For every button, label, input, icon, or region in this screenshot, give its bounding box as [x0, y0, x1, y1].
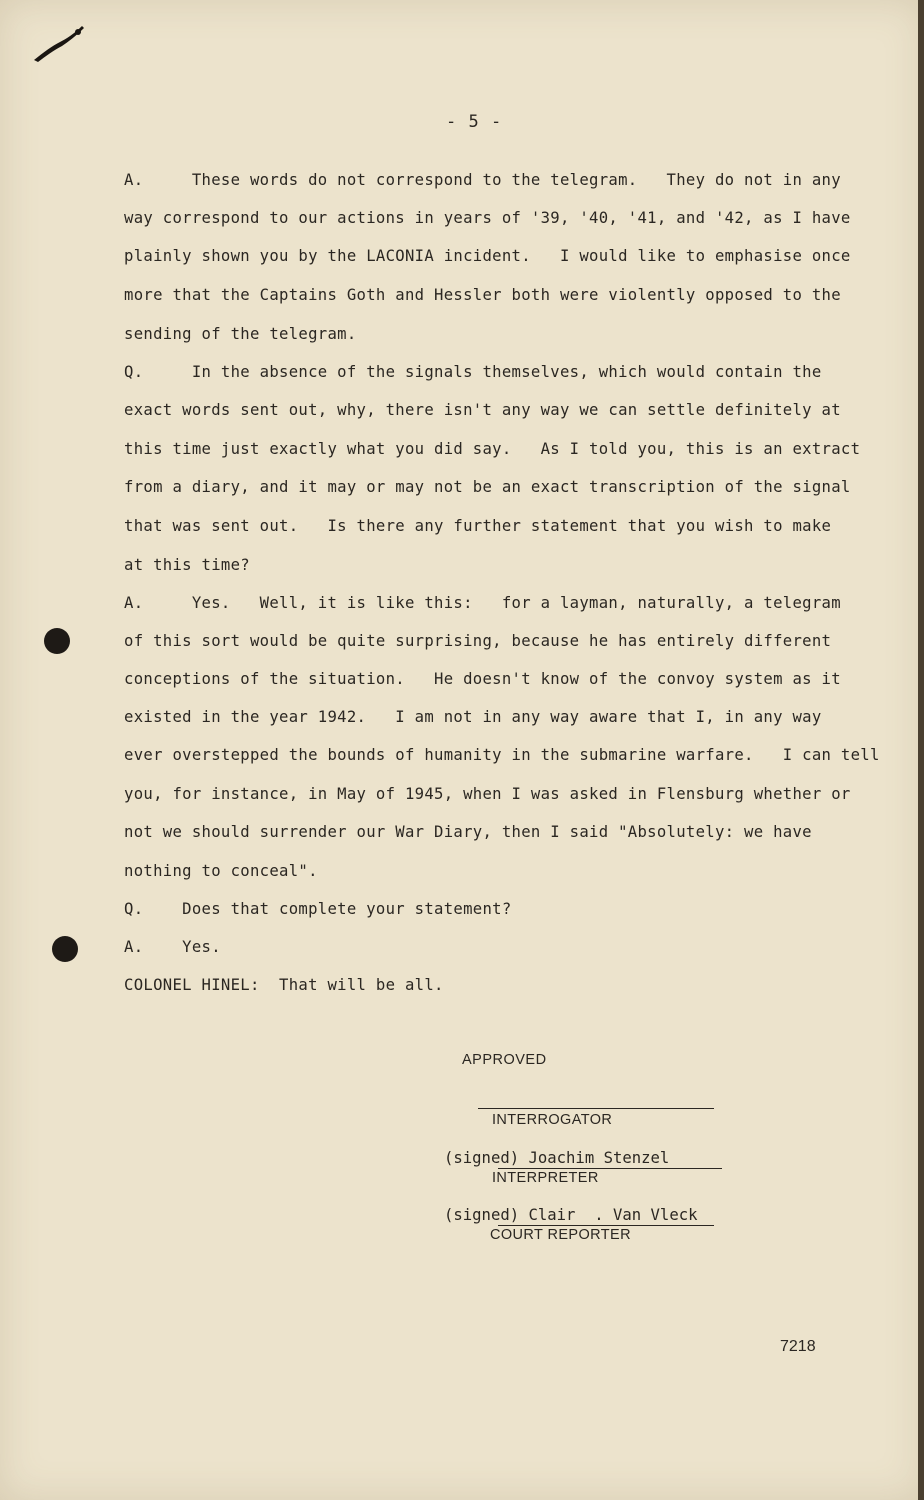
text-line: exact words sent out, why, there isn't any way we can settle definitely at — [124, 401, 841, 419]
text-line: Q. Does that complete your statement? — [124, 900, 512, 918]
text-line: not we should surrender our War Diary, then I said "Absolutely: we have — [124, 823, 812, 841]
text-line: A. These words do not correspond to the telegram. They do not in any — [124, 171, 841, 189]
text-line: COLONEL HINEL: That will be all. — [124, 976, 444, 994]
document-number: 7218 — [780, 1338, 816, 1355]
court-reporter-signature: (signed) Clair . Van Vleck — [444, 1206, 698, 1224]
text-line: of this sort would be quite surprising, because he has entirely different — [124, 632, 832, 650]
text-line: that was sent out. Is there any further statement that you wish to make — [124, 517, 832, 535]
interrogator-signature-line — [478, 1108, 714, 1109]
text-line: this time just exactly what you did say. As I told you, this is an extract — [124, 440, 861, 458]
page-number: - 5 - — [446, 112, 503, 132]
interpreter-title: INTERPRETER — [492, 1170, 599, 1186]
text-line: nothing to conceal". — [124, 862, 318, 880]
court-reporter-signature-line — [498, 1225, 714, 1226]
text-line: A. Yes. Well, it is like this: for a layman, naturally, a telegram — [124, 594, 841, 612]
text-line: conceptions of the situation. He doesn't know of the convoy system as it — [124, 670, 841, 688]
interpreter-signature-line — [498, 1168, 722, 1169]
punch-hole-lower — [52, 936, 78, 962]
text-line: A. Yes. — [124, 938, 221, 956]
approved-label: APPROVED — [462, 1052, 547, 1068]
text-line: at this time? — [124, 556, 250, 574]
ink-mark-icon — [30, 22, 90, 66]
text-line: existed in the year 1942. I am not in any way aware that I, in any way — [124, 708, 822, 726]
text-line: Q. In the absence of the signals themselves, which would contain the — [124, 363, 822, 381]
interrogator-title: INTERROGATOR — [492, 1112, 613, 1128]
text-line: sending of the telegram. — [124, 325, 357, 343]
text-line: you, for instance, in May of 1945, when I was asked in Flensburg whether or — [124, 785, 851, 803]
page-edge — [918, 0, 924, 1500]
text-line: ever overstepped the bounds of humanity in the submarine warfare. I can tell — [124, 746, 880, 764]
punch-hole-upper — [44, 628, 70, 654]
text-line: plainly shown you by the LACONIA incident. I would like to emphasise once — [124, 247, 851, 265]
text-line: from a diary, and it may or may not be an exact transcription of the signal — [124, 478, 851, 496]
text-line: more that the Captains Goth and Hessler both were violently opposed to the — [124, 286, 841, 304]
text-line: way correspond to our actions in years of '39, '40, '41, and '42, as I have — [124, 209, 851, 227]
court-reporter-title: COURT REPORTER — [490, 1227, 631, 1243]
interpreter-signature: (signed) Joachim Stenzel — [444, 1149, 670, 1167]
